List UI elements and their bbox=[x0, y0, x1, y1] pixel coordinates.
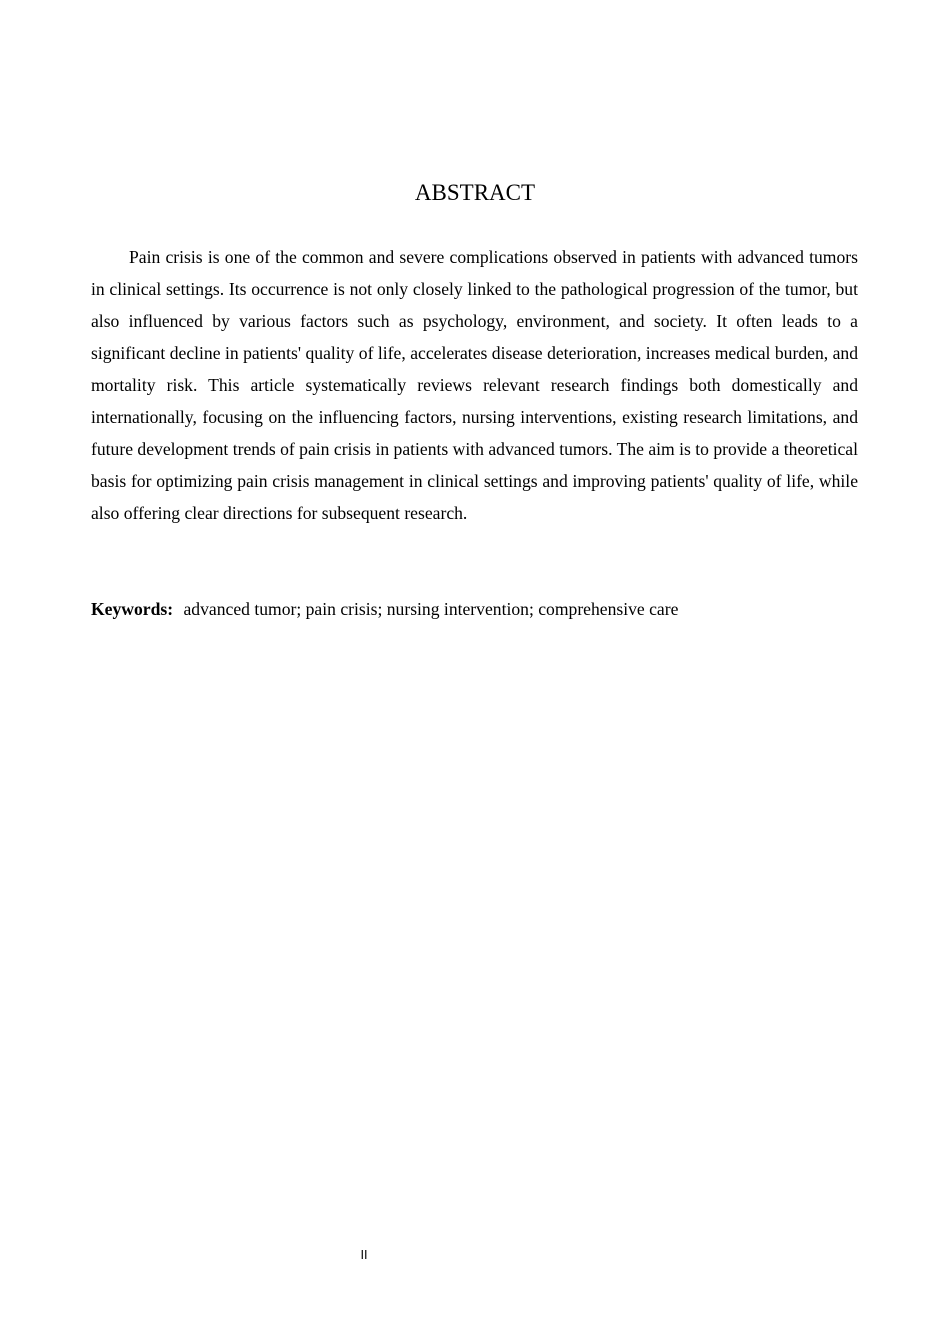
abstract-title: ABSTRACT bbox=[414, 180, 536, 205]
abstract-body: Pain crisis is one of the common and severe complications observed in patients with advanced tumors in clinical settings. Its occurrence is not only closely linked to the pathological progression of the tumor, but also influenced by various factors such as psychology, environment, and society. It often leads to a significant decline in patients' quality of life, accelerates disease deterioration, increases medical burden, and mortality risk. This article systematically reviews relevant research findings both domestically and internationally, focusing on the influencing factors, nursing interventions, existing research limitations, and future development trends of pain crisis in patients with advanced tumors. The aim is to provide a theoretical basis for optimizing pain crisis management in clinical settings and improving patients' quality of life, while also offering clear directions for subsequent research. bbox=[91, 247, 858, 523]
page-number: II bbox=[360, 1248, 368, 1262]
keywords-text: advanced tumor; pain crisis; nursing intervention; comprehensive care bbox=[183, 599, 679, 619]
keywords-label: Keywords: bbox=[91, 599, 174, 619]
keywords-line bbox=[91, 593, 858, 625]
